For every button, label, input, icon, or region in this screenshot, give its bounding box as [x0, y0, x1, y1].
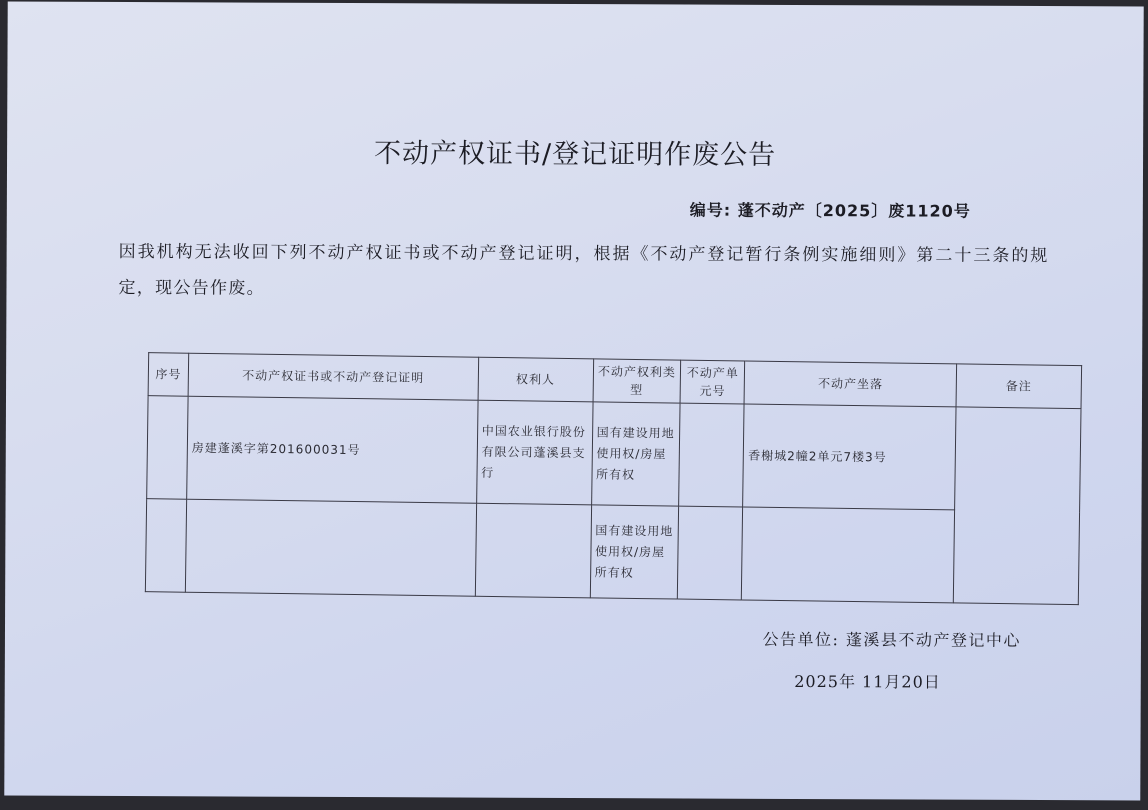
- issue-date: 2025年 11月20日: [794, 671, 941, 692]
- header-location: 不动产坐落: [744, 361, 956, 407]
- cell-right-type: 国有建设用地使用权/房屋所有权: [590, 505, 679, 599]
- table-row: [147, 396, 1081, 512]
- cell-location: 香榭城2幢2单元7楼3号: [743, 404, 956, 510]
- document-number: 编号: 蓬不动产〔2025〕废1120号: [689, 200, 971, 221]
- cell-holder: [475, 503, 591, 598]
- cell-unit-no: [679, 403, 744, 507]
- cell-location: [742, 507, 955, 603]
- cell-remark: [953, 407, 1081, 605]
- notice-title: 不动产权证书/登记证明作废公告: [373, 138, 777, 171]
- cell-certificate: 房建蓬溪字第201600031号: [187, 396, 478, 503]
- header-unit-no: 不动产单元号: [680, 360, 745, 404]
- header-holder: 权利人: [478, 357, 593, 402]
- header-certificate: 不动产权证书或不动产登记证明: [188, 353, 478, 400]
- header-seq: 序号: [148, 353, 189, 397]
- cell-right-type: 国有建设用地使用权/房屋所有权: [591, 402, 680, 506]
- certificate-table: [145, 352, 1082, 605]
- table-row: [145, 499, 1079, 605]
- cell-certificate: [185, 499, 476, 596]
- cell-holder: 中国农业银行股份有限公司蓬溪县支行: [476, 400, 592, 505]
- cell-unit-no: [678, 506, 743, 600]
- header-remark: 备注: [956, 364, 1081, 409]
- cell-seq: [145, 499, 186, 593]
- header-right-type: 不动产权利类型: [593, 359, 681, 403]
- notice-body: 因我机构无法收回下列不动产权证书或不动产登记证明，根据《不动产登记暂行条例实施细则》第二十三条的规定，现公告作废。: [118, 242, 1049, 299]
- issuing-unit: 公告单位: 蓬溪县不动产登记中心: [762, 629, 1022, 650]
- cell-seq: [147, 396, 188, 500]
- notice-paper: [4, 2, 1143, 801]
